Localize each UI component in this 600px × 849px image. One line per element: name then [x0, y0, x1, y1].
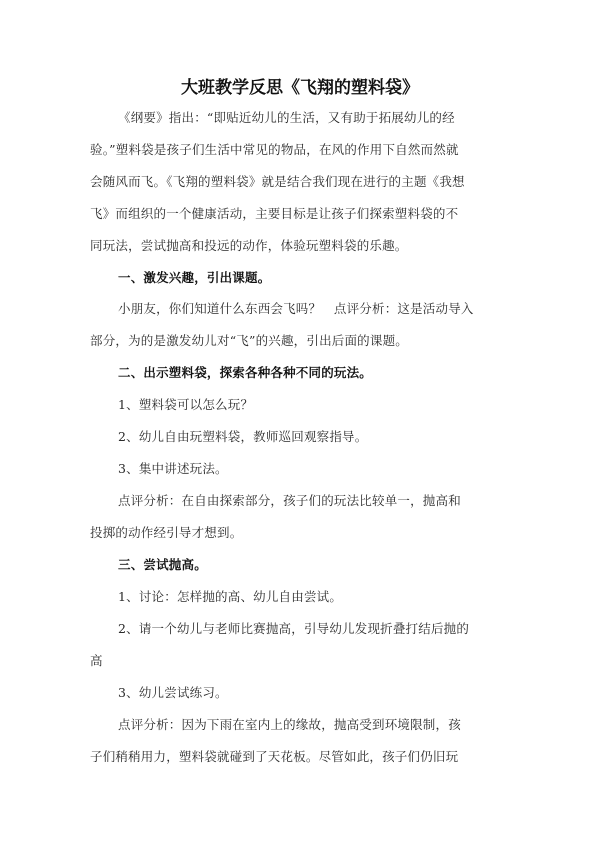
- list-item: 2、幼儿自由玩塑料袋，教师巡回观察指导。: [118, 429, 368, 444]
- paragraph-line: 同玩法，尝试抛高和投远的动作，体验玩塑料袋的乐趣。: [90, 238, 408, 253]
- document-title: 大班教学反思《飞翔的塑料袋》: [181, 78, 419, 98]
- paragraph-line: 子们稍稍用力，塑料袋就碰到了天花板。尽管如此，孩子们仍旧玩: [90, 749, 459, 764]
- paragraph-line: 《纲要》指出：“即贴近幼儿的生活，又有助于拓展幼儿的经: [118, 110, 455, 125]
- section-heading: 一、激发兴趣，引出课题。: [118, 270, 271, 285]
- paragraph-line: 投掷的动作经引导才想到。: [90, 525, 243, 540]
- section-heading: 三、尝试抛高。: [118, 557, 207, 572]
- paragraph-line: 点评分析：在自由探索部分，孩子们的玩法比较单一，抛高和: [118, 493, 461, 508]
- paragraph-line: 高: [90, 653, 103, 668]
- paragraph-line: 飞》而组织的一个健康活动，主要目标是让孩子们探索塑料袋的不: [90, 206, 459, 221]
- paragraph-line: 部分，为的是激发幼儿对“飞”的兴趣，引出后面的课题。: [90, 333, 408, 348]
- list-item: 2、请一个幼儿与老师比赛抛高，引导幼儿发现折叠打结后抛的: [118, 621, 470, 636]
- paragraph-line: 会随风而飞。《飞翔的塑料袋》就是结合我们现在进行的主题《我想: [90, 174, 465, 189]
- paragraph-line: 点评分析：因为下雨在室内上的缘故，抛高受到环境限制，孩: [118, 717, 461, 732]
- paragraph-line: 小朋友，你们知道什么东西会飞吗？ 点评分析：这是活动导入: [118, 301, 474, 316]
- list-item: 3、集中讲述玩法。: [118, 461, 228, 476]
- list-item: 3、幼儿尝试练习。: [118, 685, 228, 700]
- list-item: 1、讨论：怎样抛的高、幼儿自由尝试。: [118, 589, 343, 604]
- section-heading: 二、出示塑料袋，探索各种各种不同的玩法。: [118, 365, 373, 380]
- list-item: 1、塑料袋可以怎么玩？: [118, 397, 254, 412]
- paragraph-line: 验。”塑料袋是孩子们生活中常见的物品，在风的作用下自然而然就: [90, 142, 459, 157]
